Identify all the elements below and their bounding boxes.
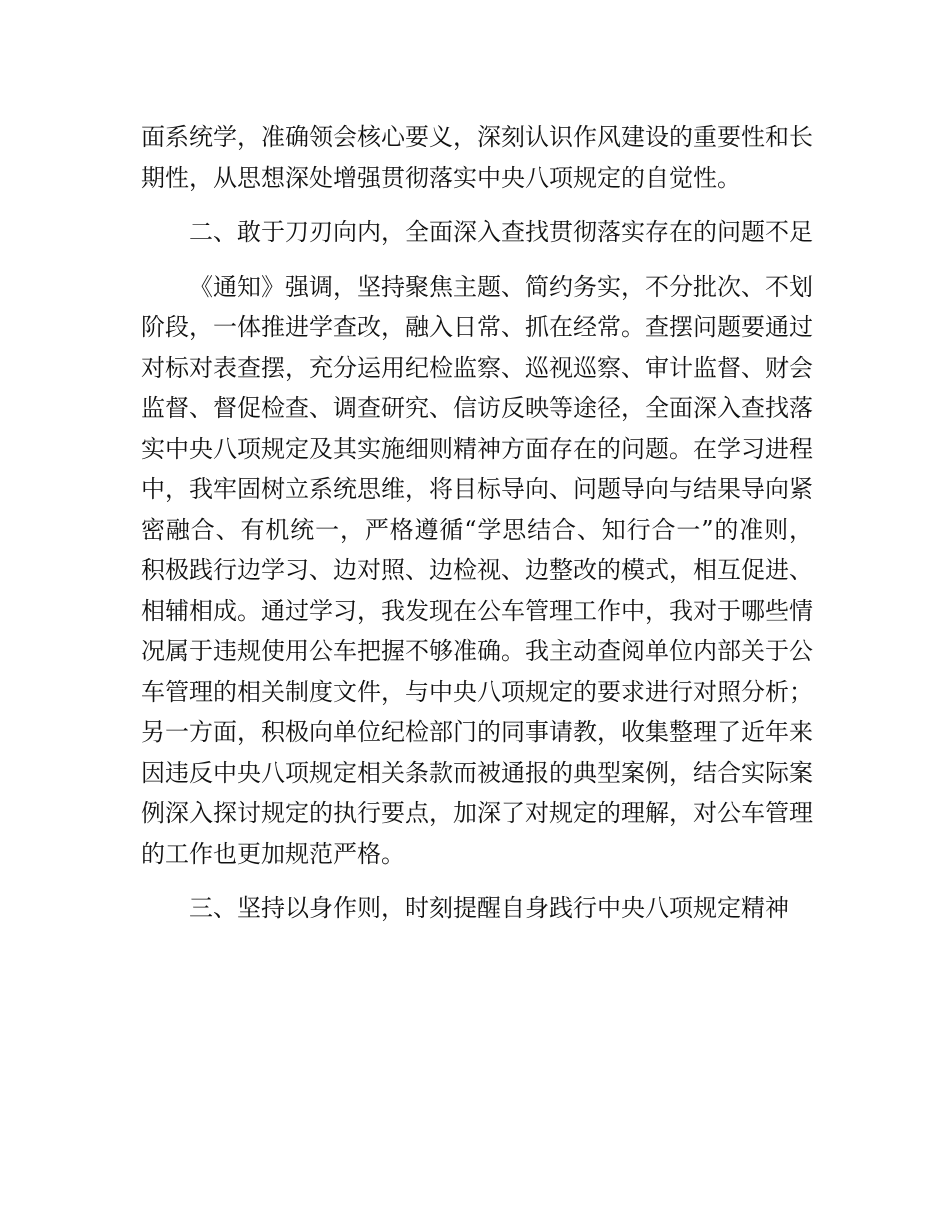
- document-body: [141, 117, 813, 929]
- section-heading-two: 二、敢于刀刃向内，全面深入查找贯彻落实存在的问题不足: [189, 218, 813, 246]
- section-heading-three: 三、坚持以身作则，时刻提醒自身践行中央八项规定精神: [189, 894, 789, 922]
- paragraph-section-two-body: 《通知》强调，坚持聚焦主题、简约务实，不分批次、不划阶段，一体推进学查改，融入日常、抓在经常。查摆问题要通过对标对表查摆，充分运用纪检监察、巡视巡察、审计监督、财会监督、督促检查、调查研究、信访反映等途径，全面深入查找落实中央八项规定及其实施细则精神方面存在的问题。在学习进程中，我牢固树立系统思维，将目标导向、问题导向与结果导向紧密融合、有机统一，严格遵循“学思结合、知行合一”的准则，积极践行边学习、边对照、边检视、边整改的模式，相互促进、相辅相成。通过学习，我发现在公车管理工作中，我对于哪些情况属于违规使用公车把握不够准确。我主动查阅单位内部关于公车管理的相关制度文件，与中央八项规定的要求进行对照分析；另一方面，积极向单位纪检部门的同事请教，收集整理了近年来因违反中央八项规定相关条款而被通报的典型案例，结合实际案例深入探讨规定的执行要点，加深了对规定的理解，对公车管理的工作也更加规范严格。: [141, 272, 813, 868]
- paragraph-continuation: 面系统学，准确领会核心要义，深刻认识作风建设的重要性和长期性，从思想深处增强贯彻落实中央八项规定的自觉性。: [141, 123, 813, 192]
